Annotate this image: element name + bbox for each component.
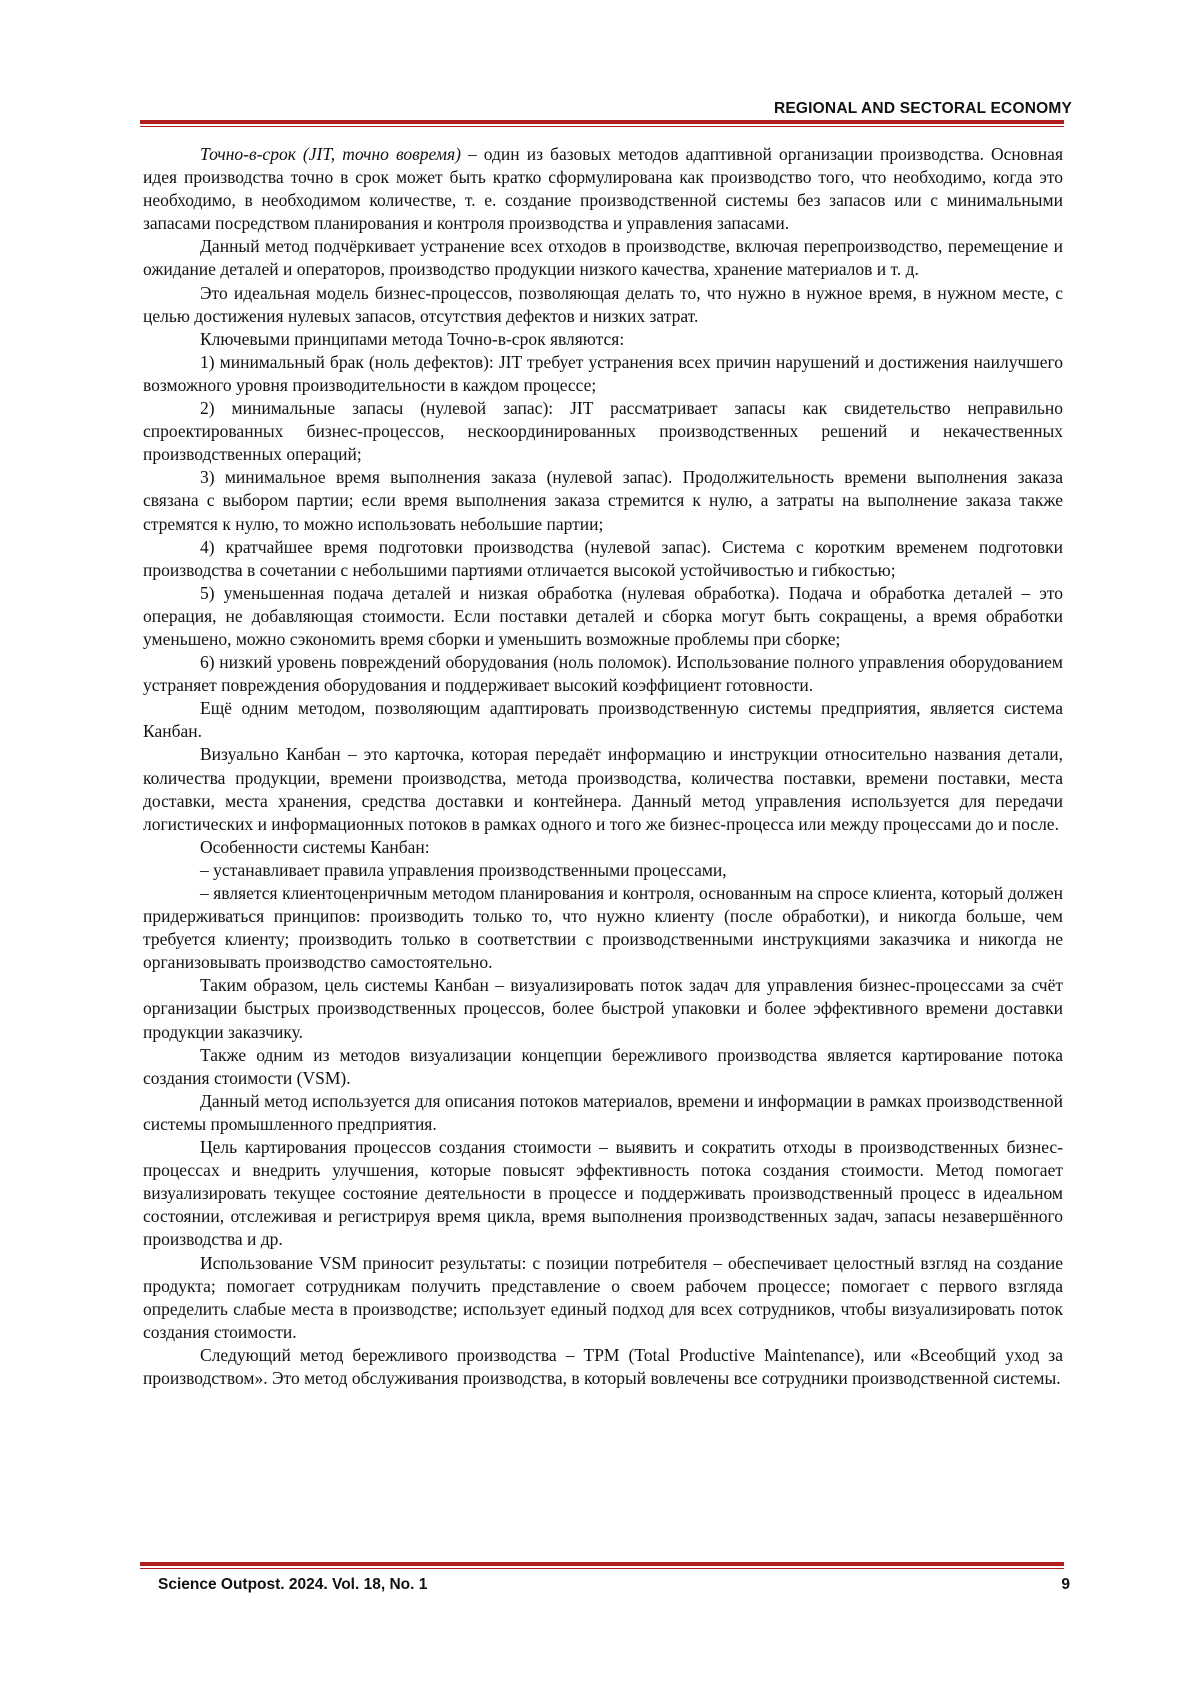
list-item-kanban-feature-1: – устанавливает правила управления производственными процессами,	[200, 859, 727, 880]
paragraph-text: – один из базовых методов адаптивной организации производства. Основная идея производства точно в срок может быть кратко сформулирована как производство того, что необходимо, когда это необходимо, в необходимом количестве, т. е. создание производственной системы без запасов или с минимальными запасами посредством планирования и контроля производства и управления запасами.	[143, 144, 1063, 234]
paragraph-jit-definition	[143, 143, 1063, 235]
paragraph-ideal-model: Это идеальная модель бизнес-процессов, позволяющая делать то, что нужно в нужное время, в нужном месте, с целью достижения нулевых запасов, отсутствия дефектов и низких затрат.	[143, 282, 1063, 326]
paragraph-kanban-features-intro: Особенности системы Канбан:	[200, 836, 430, 857]
paragraph-principles-intro: Ключевыми принципами метода Точно-в-срок являются:	[200, 328, 625, 349]
paragraph-kanban-goal: Таким образом, цель системы Канбан – визуализировать поток задач для управления бизнес-процессами за счёт организации быстрых производственных процессов, более быстрой упаковки и более эффективного времени доставки продукции заказчику.	[143, 975, 1063, 1042]
paragraph-vsm-goal: Цель картирования процессов создания стоимости – выявить и сократить отходы в производственных бизнес-процессах и внедрить улучшения, которые повысят эффективность потока создания стоимости. Метод помогает визуализировать текущее состояние деятельности в процессе и поддерживать производственный процесс в идеальном состоянии, отслеживая и регистрируя время цикла, время выполнения производственных задач, запасы незавершённого производства и др.	[143, 1137, 1063, 1250]
page-number: 9	[1061, 1576, 1070, 1593]
paragraph-tpm: Следующий метод бережливого производства – TPM (Total Productive Maintenance), или «Всеобщий уход за производством». Это метод обслуживания производства, в который вовлечены все сотрудники производственной системы.	[143, 1344, 1063, 1388]
paragraph-vsm-intro: Также одним из методов визуализации концепции бережливого производства является картирование потока создания стоимости (VSM).	[143, 1044, 1063, 1088]
list-item-principle-2: 2) минимальные запасы (нулевой запас): JIT рассматривает запасы как свидетельство неправильно спроектированных бизнес-процессов, нескоординированных производственных решений и некачественных производственных операций;	[143, 398, 1063, 465]
term-jit: Точно-в-срок (JIT, точно вовремя)	[200, 144, 461, 164]
paragraph-kanban-card: Визуально Канбан – это карточка, которая передаёт информацию и инструкции относительно названия детали, количества продукции, времени производства, метода производства, количества поставки, времени поставки, места доставки, места хранения, средства доставки и контейнера. Данный метод управления используется для передачи логистических и информационных потоков в рамках одного и того же бизнес-процесса или между процессами до и после.	[143, 744, 1063, 834]
paragraph-waste-elimination: Данный метод подчёркивает устранение всех отходов в производстве, включая перепроизводство, перемещение и ожидание деталей и операторов, производство продукции низкого качества, хранение материалов и т. д.	[143, 236, 1063, 280]
paragraph-kanban-intro: Ещё одним методом, позволяющим адаптировать производственную системы предприятия, является система Канбан.	[143, 698, 1063, 742]
list-item-principle-4: 4) кратчайшее время подготовки производства (нулевой запас). Система с коротким временем подготовки производства в сочетании с небольшими партиями отличается высокой устойчивостью и гибкостью;	[143, 536, 1063, 580]
footer-journal-citation: Science Outpost. 2024. Vol. 18, No. 1	[158, 1576, 428, 1593]
footer-divider	[140, 1562, 1064, 1569]
list-item-principle-5: 5) уменьшенная подача деталей и низкая обработка (нулевая обработка). Подача и обработка деталей – это операция, не добавляющая стоимости. Если поставки деталей и сборка могут быть сокращены, а время обработки уменьшено, можно сэкономить время сборки и уменьшить возможные проблемы при сборке;	[143, 582, 1063, 649]
header-divider	[140, 120, 1064, 127]
running-header-title: REGIONAL AND SECTORAL ECONOMY	[773, 100, 1072, 117]
list-item-principle-1: 1) минимальный брак (ноль дефектов): JIT требует устранения всех причин нарушений и достижения наилучшего возможного уровня производительности в каждом процессе;	[143, 351, 1063, 395]
list-item-kanban-feature-2: – является клиентоценричным методом планирования и контроля, основанным на спросе клиента, который должен придерживаться принципов: производить только то, что нужно клиенту (после обработки), и никогда больше, чем требуется клиенту; производить только в соответствии с производственными инструкциями заказчика и никогда не организовывать производство самостоятельно.	[143, 883, 1063, 973]
paragraph-vsm-description: Данный метод используется для описания потоков материалов, времени и информации в рамках производственной системы промышленного предприятия.	[143, 1090, 1063, 1134]
list-item-principle-6: 6) низкий уровень повреждений оборудования (ноль поломок). Использование полного управления оборудованием устраняет повреждения оборудования и поддерживает высокий коэффициент готовности.	[143, 652, 1063, 696]
article-body	[143, 143, 1063, 1390]
paragraph-vsm-results: Использование VSM приносит результаты: с позиции потребителя – обеспечивает целостный взгляд на создание продукта; помогает сотрудникам получить представление о своем рабочем процессе; помогает с первого взгляда определить слабые места в производстве; использует единый подход для всех сотрудников, чтобы визуализировать поток создания стоимости.	[143, 1252, 1063, 1342]
list-item-principle-3: 3) минимальное время выполнения заказа (нулевой запас). Продолжительность времени выполнения заказа связана с выбором партии; если время выполнения заказа стремится к нулю, а затраты на выполнение заказа также стремятся к нулю, то можно использовать небольшие партии;	[143, 467, 1063, 534]
